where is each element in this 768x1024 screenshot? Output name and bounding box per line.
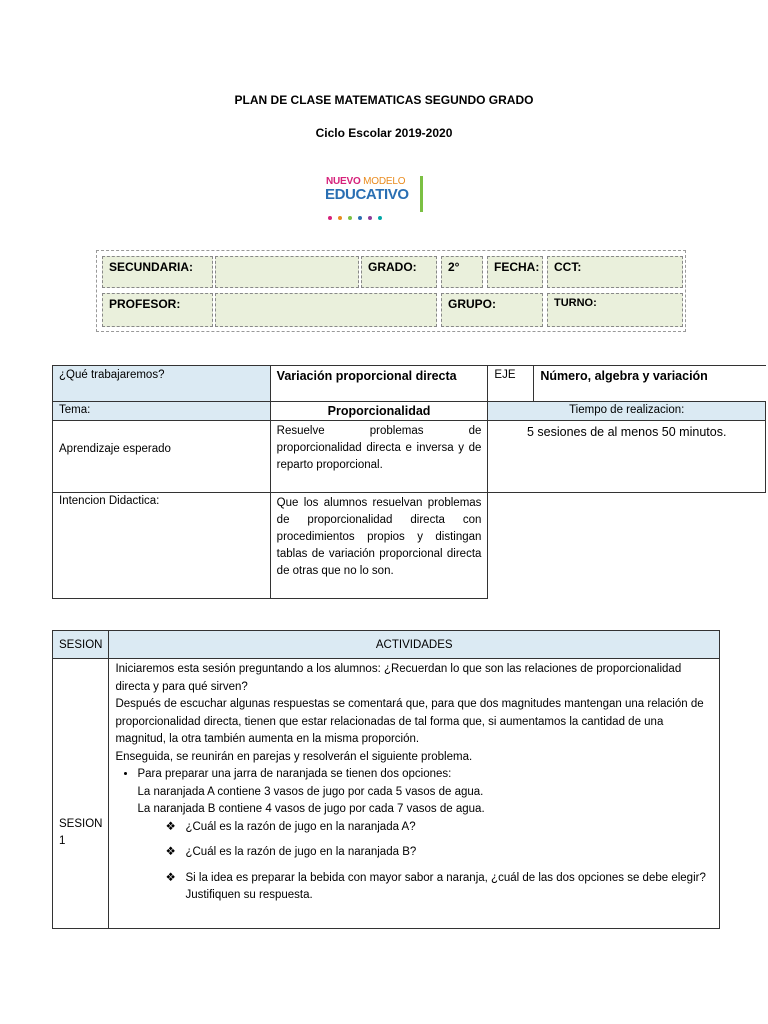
logo-dot xyxy=(348,216,352,220)
question-item xyxy=(137,870,713,905)
grado-value: 2° xyxy=(441,256,483,288)
turno-label: TURNO: xyxy=(547,293,683,327)
logo-dot xyxy=(378,216,382,220)
logo-dot xyxy=(358,216,362,220)
school-info-box xyxy=(96,250,686,332)
question-text: ¿Cuál es la razón de jugo en la naranjada B? xyxy=(185,846,417,858)
session-1-label: SESION 1 xyxy=(53,659,109,929)
diamond-bullet-icon: ❖ xyxy=(165,871,176,884)
eje-label: EJE xyxy=(488,366,534,402)
logo-word-educativo: EDUCATIVO xyxy=(325,186,409,203)
secundaria-label: SECUNDARIA: xyxy=(102,256,213,288)
question-list xyxy=(115,819,713,905)
activity-bullet: • Para preparar una jarra de naranjada se tienen dos opciones: xyxy=(137,766,713,784)
grado-label: GRADO: xyxy=(361,256,437,288)
grupo-label: GRUPO: xyxy=(441,293,543,327)
logo-bar xyxy=(420,176,423,212)
activity-bullet-list xyxy=(115,766,713,784)
logo-word-modelo: MODELO xyxy=(363,176,406,187)
cct-label: CCT: xyxy=(547,256,683,288)
actividades-header: ACTIVIDADES xyxy=(109,631,720,659)
option-a: La naranjada A contiene 3 vasos de jugo por cada 5 vasos de agua. xyxy=(137,785,484,798)
diamond-bullet-icon: ❖ xyxy=(165,820,176,833)
fecha-label: FECHA: xyxy=(487,256,543,288)
intencion-label: Intencion Didactica: xyxy=(53,493,271,599)
empty-cell xyxy=(488,493,766,599)
logo-dot xyxy=(338,216,342,220)
tema-value: Proporcionalidad xyxy=(270,402,488,421)
logo-dot xyxy=(328,216,332,220)
que-trabajaremos-label: ¿Qué trabajaremos? xyxy=(53,366,271,402)
option-b: La naranjada B contiene 4 vasos de jugo por cada 7 vasos de agua. xyxy=(137,803,485,815)
nuevo-modelo-educativo-logo xyxy=(322,174,432,216)
activity-paragraph: Iniciaremos esta sesión preguntando a los alumnos: ¿Recuerdan lo que son las relaciones de proporcionalidad directa y para qué sirven? xyxy=(115,663,682,693)
logo-word-nuevo: NUEVO xyxy=(326,176,361,187)
question-text: Si la idea es preparar la bebida con mayor sabor a naranja, ¿cuál de las dos opciones se debe elegir? Justifiquen su respuesta. xyxy=(185,871,706,901)
eje-value: Número, algebra y variación xyxy=(534,366,766,402)
que-trabajaremos-value: Variación proporcional directa xyxy=(270,366,488,402)
logo-dots xyxy=(328,207,388,225)
page-subtitle: Ciclo Escolar 2019-2020 xyxy=(315,126,453,140)
question-text: ¿Cuál es la razón de jugo en la naranjada A? xyxy=(185,820,416,833)
activity-paragraph: Enseguida, se reunirán en parejas y resolverán el siguiente problema. xyxy=(115,750,473,763)
activities-table xyxy=(52,630,720,929)
tema-label: Tema: xyxy=(53,402,271,421)
secundaria-value[interactable] xyxy=(215,256,359,288)
page-title: PLAN DE CLASE MATEMATICAS SEGUNDO GRADO xyxy=(234,93,534,107)
activity-paragraph: Después de escuchar algunas respuestas se comentará que, para que dos magnitudes mantengan una relación de proporcionalidad directa, tienen que estar relacionadas de tal forma que, si aumentamos la cantidad de una magnitud, la otra también aumenta en la misma proporción. xyxy=(115,698,704,745)
profesor-value[interactable] xyxy=(215,293,437,327)
question-item xyxy=(137,819,713,837)
tiempo-label: Tiempo de realizacion: xyxy=(488,402,766,421)
aprendizaje-label: Aprendizaje esperado xyxy=(53,421,271,493)
session-1-activities xyxy=(109,659,720,929)
diamond-bullet-icon: ❖ xyxy=(165,846,176,858)
aprendizaje-value: Resuelve problemas de proporcionalidad directa e inversa y de reparto proporcional. xyxy=(270,421,488,493)
plan-table xyxy=(52,365,766,599)
logo-dot xyxy=(368,216,372,220)
profesor-label: PROFESOR: xyxy=(102,293,213,327)
question-item xyxy=(137,844,713,862)
sesion-header: SESION xyxy=(53,631,109,659)
tiempo-value: 5 sesiones de al menos 50 minutos. xyxy=(488,421,766,493)
intencion-value: Que los alumnos resuelvan problemas de proporcionalidad directa con procedimientos propios y distingan tablas de variación proporcional directa de otras que no lo son. xyxy=(270,493,488,599)
